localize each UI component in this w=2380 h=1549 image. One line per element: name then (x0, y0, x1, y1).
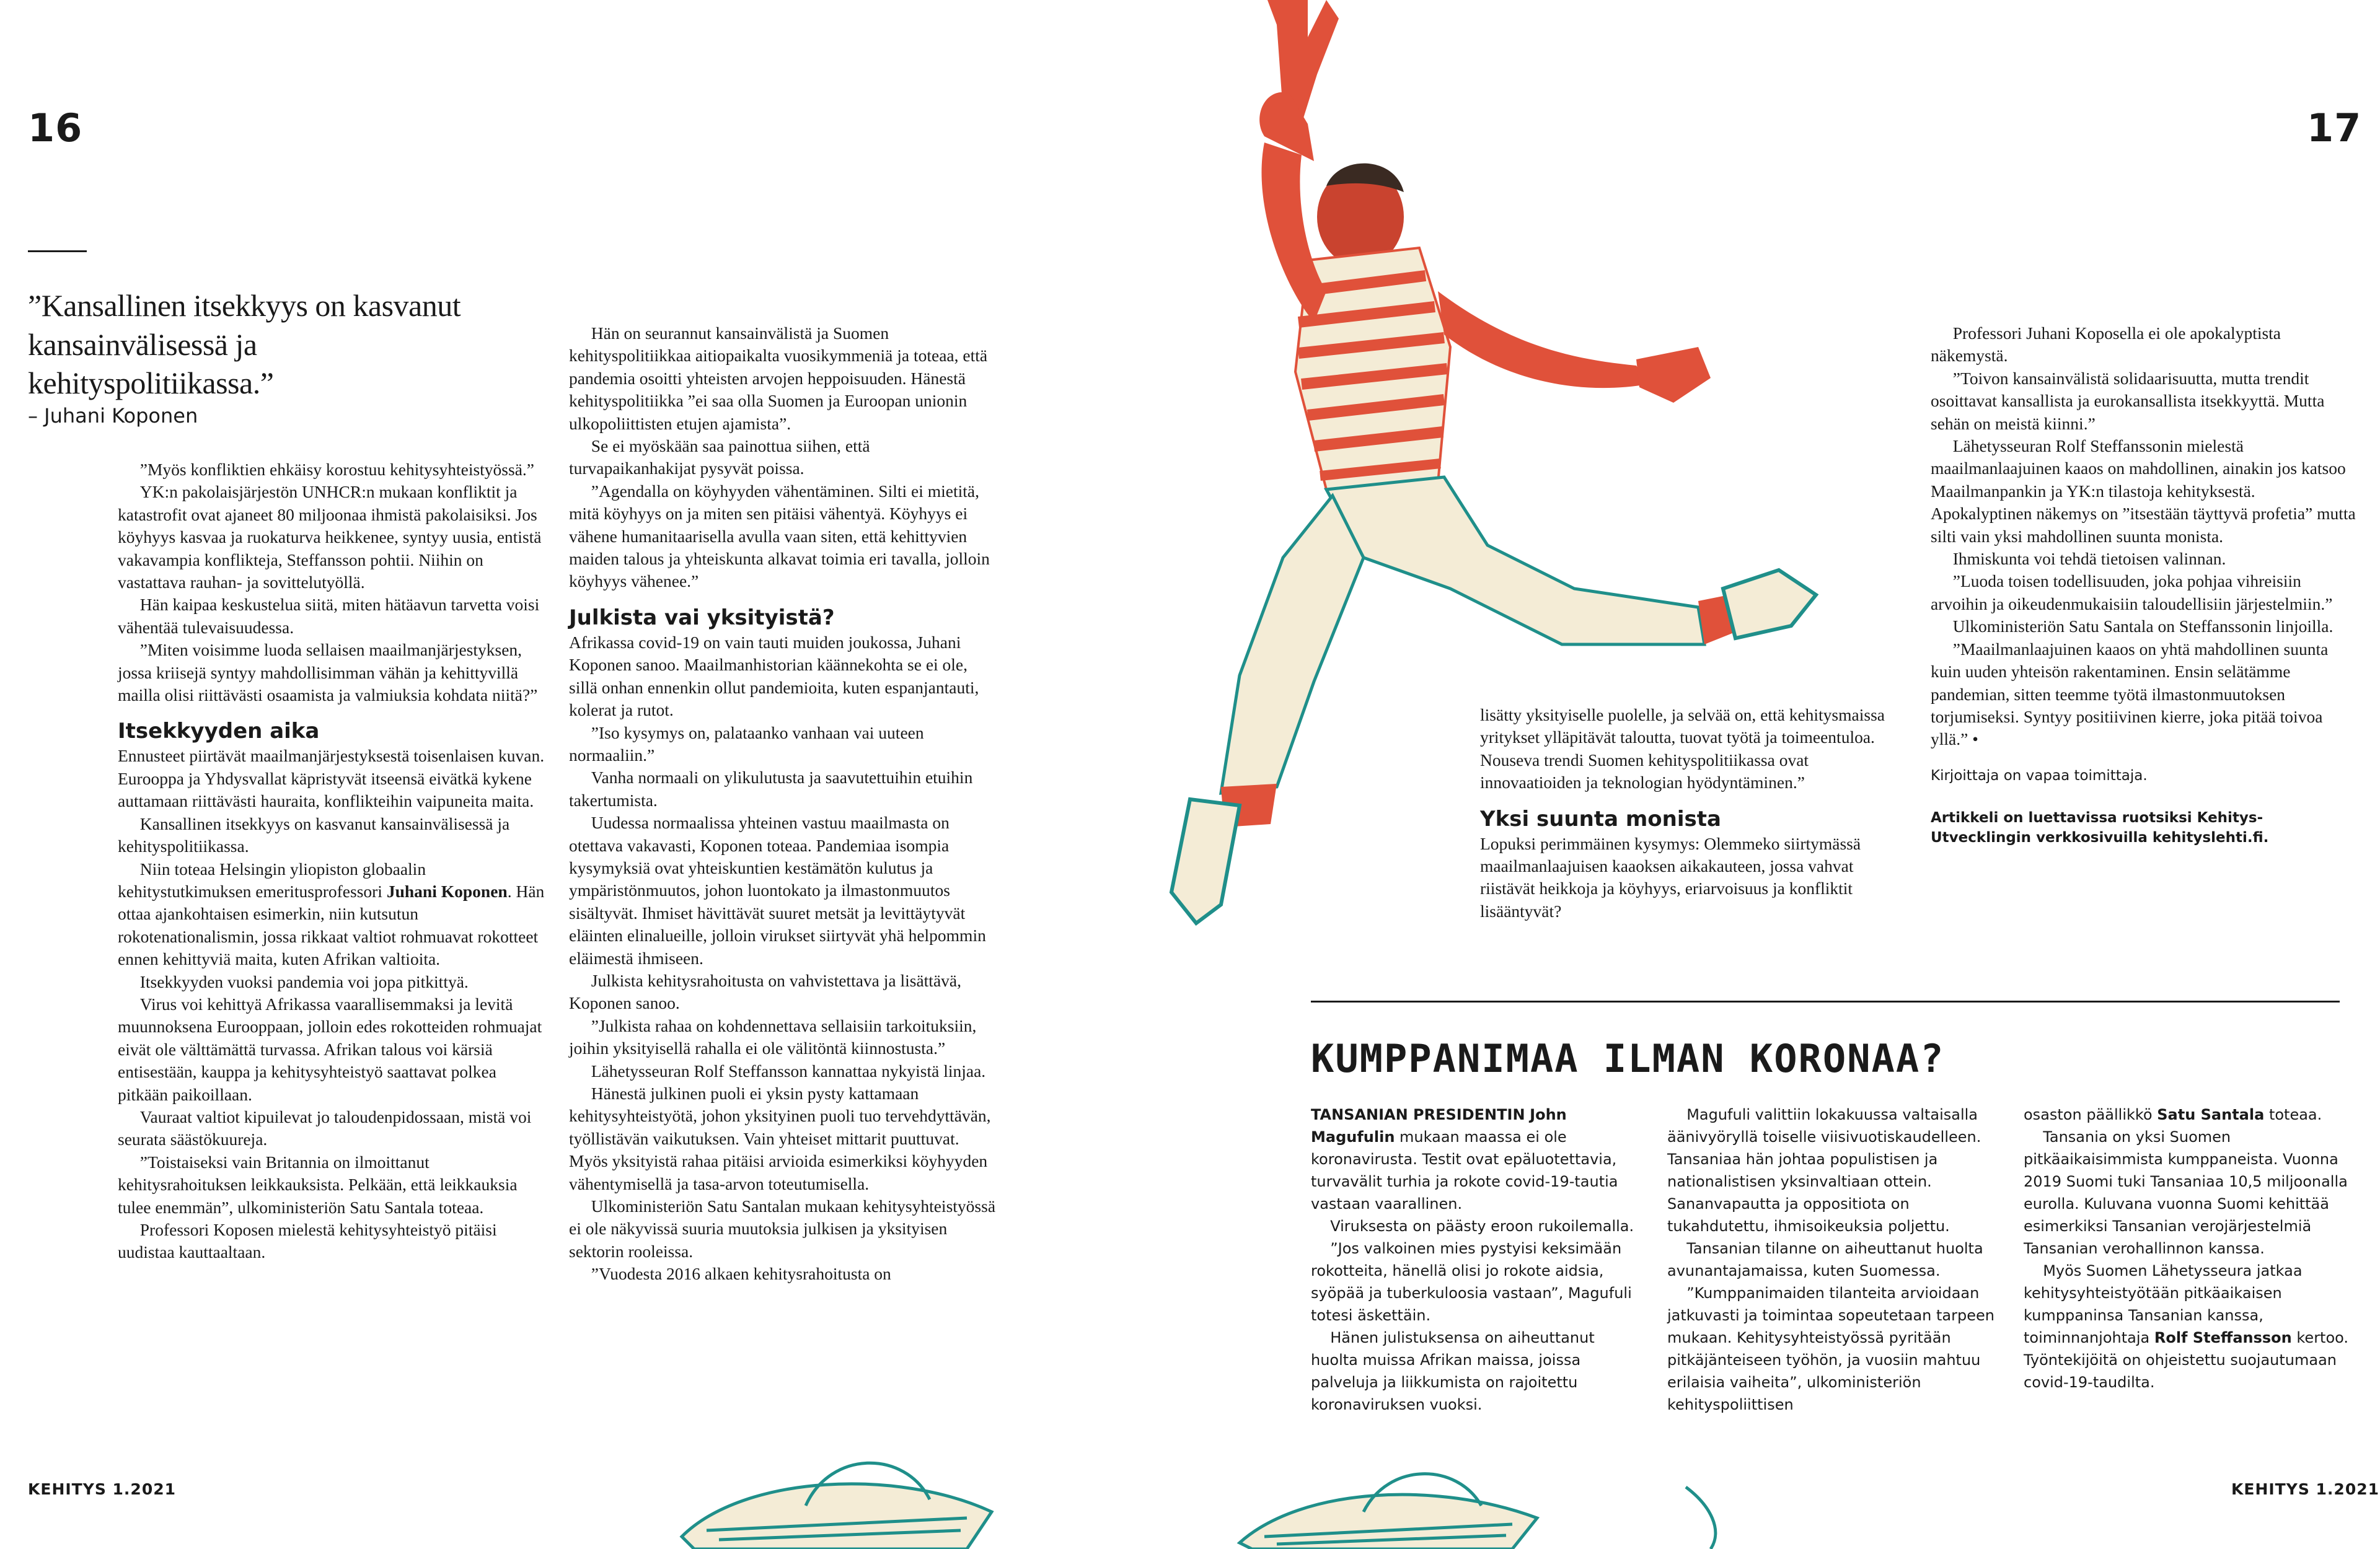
paragraph: osaston päällikkö Satu Santala toteaa. (2024, 1106, 2322, 1123)
person-name: Juhani Koponen (386, 881, 508, 901)
paragraph: ”Julkista rahaa on kohdennettava sellaisiin tarkoituksiin, joihin yksityisellä rahalla ei ole välitöntä kiinnostusta.” (569, 1016, 977, 1058)
subheading: Julkista vai yksityistä? (569, 605, 835, 630)
paragraph: Itsekkyyden vuoksi pandemia voi jopa pitkittyä. (139, 972, 469, 991)
face-mask-illustration (620, 1413, 1735, 1549)
paragraph: lisätty yksityiselle puolelle, ja selvää on, että kehitysmaissa yritykset ylläpitävät taloutta, tuovat työtä ja toimeentuloa. Nouseva trendi Suomen kehityspolitiikassa ovat innovaatioiden ja teknologian hyödyntäminen.” (1480, 705, 1885, 792)
box-column-1 (1311, 1104, 1639, 1416)
box-column-2 (1667, 1104, 1996, 1416)
paragraph: Hän kaipaa keskustelua siitä, miten hätäavun tarvetta voisi vähentää tulevaisuudessa. (118, 595, 540, 637)
paragraph: ”Jos valkoinen mies pystyisi keksimään rokotteita, hänellä olisi jo rokote aidsia, syöpää ja tuberkuloosia vastaan”, Magufuli totesi äskettäin. (1311, 1240, 1632, 1324)
subheading: Yksi suunta monista (1480, 806, 1721, 832)
paragraph: Se ei myöskään saa painottua siihen, että turvapaikanhakijat pysyvät poissa. (569, 436, 870, 478)
paragraph: TANSANIAN PRESIDENTIN John Magufulin mukaan maassa ei ole koronavirusta. Testit ovat epäluotettavia, turvavälit turhia ja rokote covid-19-tautia vastaan vaarallinen. (1311, 1106, 1618, 1213)
article-column-4 (1931, 322, 2358, 848)
paragraph: Ulkoministeriön Satu Santala on Steffanssonin linjoilla. (1952, 617, 2334, 636)
paragraph: ”Luoda toisen todellisuuden, joka pohjaa vihreisiin arvoihin ja oikeudenmukaisiin taloudellisiin järjestelmiin.” (1931, 571, 2333, 613)
paragraph: Vauraat valtiot kipuilevat jo taloudenpidossaan, mistä voi seurata säästökuureja. (118, 1107, 532, 1149)
box-headline: KUMPPANIMAA ILMAN KORONAA? (1311, 1036, 1945, 1081)
author-note: Kirjoittaja on vapaa toimittaja. (1931, 767, 2148, 784)
paragraph: Uudessa normaalissa yhteinen vastuu maailmasta on otettava vakavasti, Koponen toteaa. Pandemiaa isompia kysymyksiä ovat yhteiskuntien kestämätön kulutus ja ympäristönmuutos, johon luontokato ja ilmastonmuutos sisältyvät. Ihmiset hävittävät suuret metsät ja levittäytyvät eläinten elinalueille, jolloin virukset siirtyvät yhä helpommin eläimestä ihmiseen. (569, 813, 986, 968)
box-column-3 (2024, 1104, 2352, 1393)
paragraph: Hänestä julkinen puoli ei yksin pysty kattamaan kehitysyhteistyötä, johon yksityinen puoli tuo tervehdyttävän, työllistävän vaikutuksen. Vain yhteiset mittarit puuttuvat. Myös yksityistä rahaa pitäisi arvioida esimerkiksi köyhyyden vähentymisellä ja tasa-arvon toteutumisella. (569, 1084, 991, 1193)
paragraph: ”Toivon kansainvälistä solidaarisuutta, mutta trendit osoittavat kansallista ja eurokansallista itsekkyyttä. Mutta sehän on meistä kiinni.” (1931, 368, 2325, 433)
paragraph: Ihmiskunta voi tehdä tietoisen valinnan. (1952, 549, 2226, 569)
paragraph: Lopuksi perimmäinen kysymys: Olemmeko siirtymässä maailmanlaajuisen kaaoksen aikakauteen, jossa vahvat riistävät heikkoja ja köyhyys, eriarvoisuus ja konfliktit lisääntyvät? (1480, 833, 1861, 921)
paragraph: ”Kumppanimaiden tilanteita arvioidaan jatkuvasti ja toimintaa sopeutetaan tarpeen mukaan. Kehitysyhteistyössä pyritään pitkäjänteiseen työhön, ja vuosiin mahtuu erilaisia vaiheita”, ulkoministeriön kehityspoliittisen (1667, 1284, 1994, 1413)
paragraph: Niin toteaa Helsingin yliopiston globaalin kehitystutkimuksen emeritusprofessori Juhani Koponen. Hän ottaa ajankohtaisen esimerkin, niin kutsutun rokotenationalismin, jossa rikkaat valtiot rohmuavat rokotteet ennen kehittyviä maita, kuten Afrikan valtioita. (118, 859, 545, 969)
box-rule (1311, 1001, 2340, 1003)
paragraph: Professori Juhani Koposella ei ole apokalyptista näkemystä. (1931, 323, 2281, 366)
website-link[interactable]: kehityslehti.fi (2152, 829, 2263, 846)
paragraph: Julkista kehitysrahoitusta on vahvistettava ja lisättävä, Koponen sanoo. (569, 970, 961, 1013)
quote-rule (28, 250, 87, 252)
article-column-3 (1480, 704, 1908, 923)
paragraph: ”Maailmanlaajuinen kaaos on yhtä mahdollinen suunta kuin uuden yhteisön rakentaminen. Ensin selätämme pandemian, sitten teemme työtä ilmastonmuutoksen torjumiseksi. Syntyy positiivinen kierre, joka pitää toivoa yllä.” • (1931, 639, 2329, 749)
paragraph: Viruksesta on päästy eroon rukoilemalla. (1330, 1218, 1634, 1235)
paragraph: ”Agendalla on köyhyyden vähentäminen. Silti ei mietitä, mitä köyhyys on ja miten sen pitäisi vähentyä. Köyhyys ei vähene humanitaarisella avulla vaan siten, että kehittyvien maiden talous ja yhteiskunta alkavat toimia eri tavalla, jolloin köyhyys vähenee.” (569, 481, 990, 591)
paragraph: ”Vuodesta 2016 alkaen kehitysrahoitusta on (591, 1264, 891, 1284)
paragraph: YK:n pakolaisjärjestön UNHCR:n mukaan konfliktit ja katastrofit ovat ajaneet 80 miljoonaa ihmistä pakolaisiksi. Jos köyhyys kasvaa ja ruokaturva heikkenee, syntyy uusia, entistä vakavampia konflikteja, Steffansson pohtii. Niihin on vastattava rauhan- ja sovittelutyöllä. (118, 482, 542, 592)
article-column-2 (569, 322, 997, 1286)
right-page-number: 17 (2307, 105, 2362, 151)
paragraph: Kansallinen itsekkyys on kasvanut kansainvälisessä ja kehityspolitiikassa. (118, 814, 510, 856)
article-column-1 (118, 459, 545, 1264)
paragraph: Professori Koposen mielestä kehitysyhteistyö pitäisi uudistaa kauttaaltaan. (118, 1220, 497, 1262)
paragraph: Vanha normaali on ylikulutusta ja saavutettuihin etuihin takertumista. (569, 768, 973, 810)
paragraph: Hän on seurannut kansainvälistä ja Suomen kehityspolitiikkaa aitiopaikalta vuosikymmeniä ja toteaa, että pandemia osoitti yhteisten arvojen heppoisuuden. Hänestä kehityspolitiikka ”ei saa olla Suomen ja Euroopan unionin ulkopoliittisten etujen ajamista”. (569, 323, 988, 433)
left-footer: KEHITYS 1.2021 (28, 1480, 177, 1498)
paragraph: Magufuli valittiin lokakuussa valtaisalla äänivyöryllä toiselle viisivuotiskaudelleen. Tansaniaa hän johtaa populistisen ja nationalistisen yksinvaltiaan ottein. Sananvapautta ja oppositiota on tukahdutettu, ihmisoikeuksia poljettu. (1667, 1106, 1981, 1235)
paragraph: Ulkoministeriön Satu Santalan mukaan kehitysyhteistyössä ei ole näkyvissä suuria muutoksia julkisen ja yksityisen sektorin rooleissa. (569, 1196, 996, 1261)
paragraph: Myös Suomen Lähetysseura jatkaa kehitysyhteistyötään pitkäaikaisen kumppaninsa Tansanian kanssa, toiminnanjohtaja Rolf Steffansson kertoo. Työntekijöitä on ohjeistettu suojautumaan covid-19-taudilta. (2024, 1262, 2349, 1391)
translation-credit: Artikkeli on luettavissa ruotsiksi Kehitys-Utvecklingin verkkosivuilla kehityslehti.fi. (1931, 809, 2269, 846)
paragraph: Tansania on yksi Suomen pitkäaikaisimmista kumppaneista. Vuonna 2019 Suomi tuki Tansaniaa 10,5 miljoonalla eurolla. Kuluvana vuonna Suomi kehittää esimerkiksi Tansanian verojärjestelmiä Tansanian verohallinnon kanssa. (2024, 1128, 2348, 1257)
right-footer: KEHITYS 1.2021 (2231, 1480, 2380, 1498)
paragraph: ”Myös konfliktien ehkäisy korostuu kehitysyhteistyössä.” (139, 460, 534, 479)
pull-quote-author: – Juhani Koponen (28, 404, 198, 428)
paragraph: Tansanian tilanne on aiheuttanut huolta avunantajamaissa, kuten Suomessa. (1667, 1240, 1983, 1279)
paragraph: Lähetysseuran Rolf Steffanssonin mielestä maailmanlaajuinen kaaos on mahdollinen, ainakin jos katsoo Maailmanpankin ja YK:n tilastoja kehityksestä. Apokalyptinen näkemys on ”itsestään täyttyvä profetia” mutta silti vain yksi mahdollinen suunta monista. (1931, 436, 2356, 546)
paragraph: ”Miten voisimme luoda sellaisen maailmanjärjestyksen, jossa kriisejä syntyy mahdollisimman vähän ja kehittyvillä mailla olisi riittävästi osaamista ja valmiuksia kohdata niitä?” (118, 640, 538, 705)
subheading: Itsekkyyden aika (118, 719, 320, 744)
pull-quote: ”Kansallinen itsekkyys on kasvanut kansainvälisessä ja kehityspolitiikassa.” (28, 288, 461, 400)
paragraph: ”Iso kysymys on, palataanko vanhaan vai uuteen normaaliin.” (569, 722, 924, 765)
paragraph: Virus voi kehittyä Afrikassa vaarallisemmaksi ja levitä muunnoksena Eurooppaan, jolloin edes rokotteiden rohmuajat eivät ole välttämättä turvassa. Afrikan talous voi kärsiä entisestään, kauppa ja kehitysyhteistyö saattavat polkea pitkään paikoillaan. (118, 994, 542, 1104)
left-page-number: 16 (28, 105, 83, 151)
paragraph: Ennusteet piirtävät maailmanjärjestyksestä toisenlaisen kuvan. Eurooppa ja Yhdysvallat käpristyvät itseensä eivätkä kykene auttamaan riittävästi hauraita, konflikteihin vaipuneita maita. (118, 746, 545, 811)
paragraph: Afrikassa covid-19 on vain tauti muiden joukossa, Juhani Koponen sanoo. Maailmanhistorian käännekohta se ei ole, sillä onhan ennenkin ollut pandemioita, kuten espanjantauti, kolerat ja rutot. (569, 632, 979, 720)
paragraph: ”Toistaiseksi vain Britannia on ilmoittanut kehitysrahoituksen leikkauksista. Pelkään, että leikkauksia tulee enemmän”, ulkoministeriön Satu Santala toteaa. (118, 1152, 518, 1217)
paragraph: Lähetysseuran Rolf Steffansson kannattaa nykyistä linjaa. (591, 1061, 986, 1081)
paragraph: Hänen julistuksensa on aiheuttanut huolta muissa Afrikan maissa, joissa palveluja ja liikkumista on rajoitettu koronaviruksen vuoksi. (1311, 1329, 1595, 1413)
